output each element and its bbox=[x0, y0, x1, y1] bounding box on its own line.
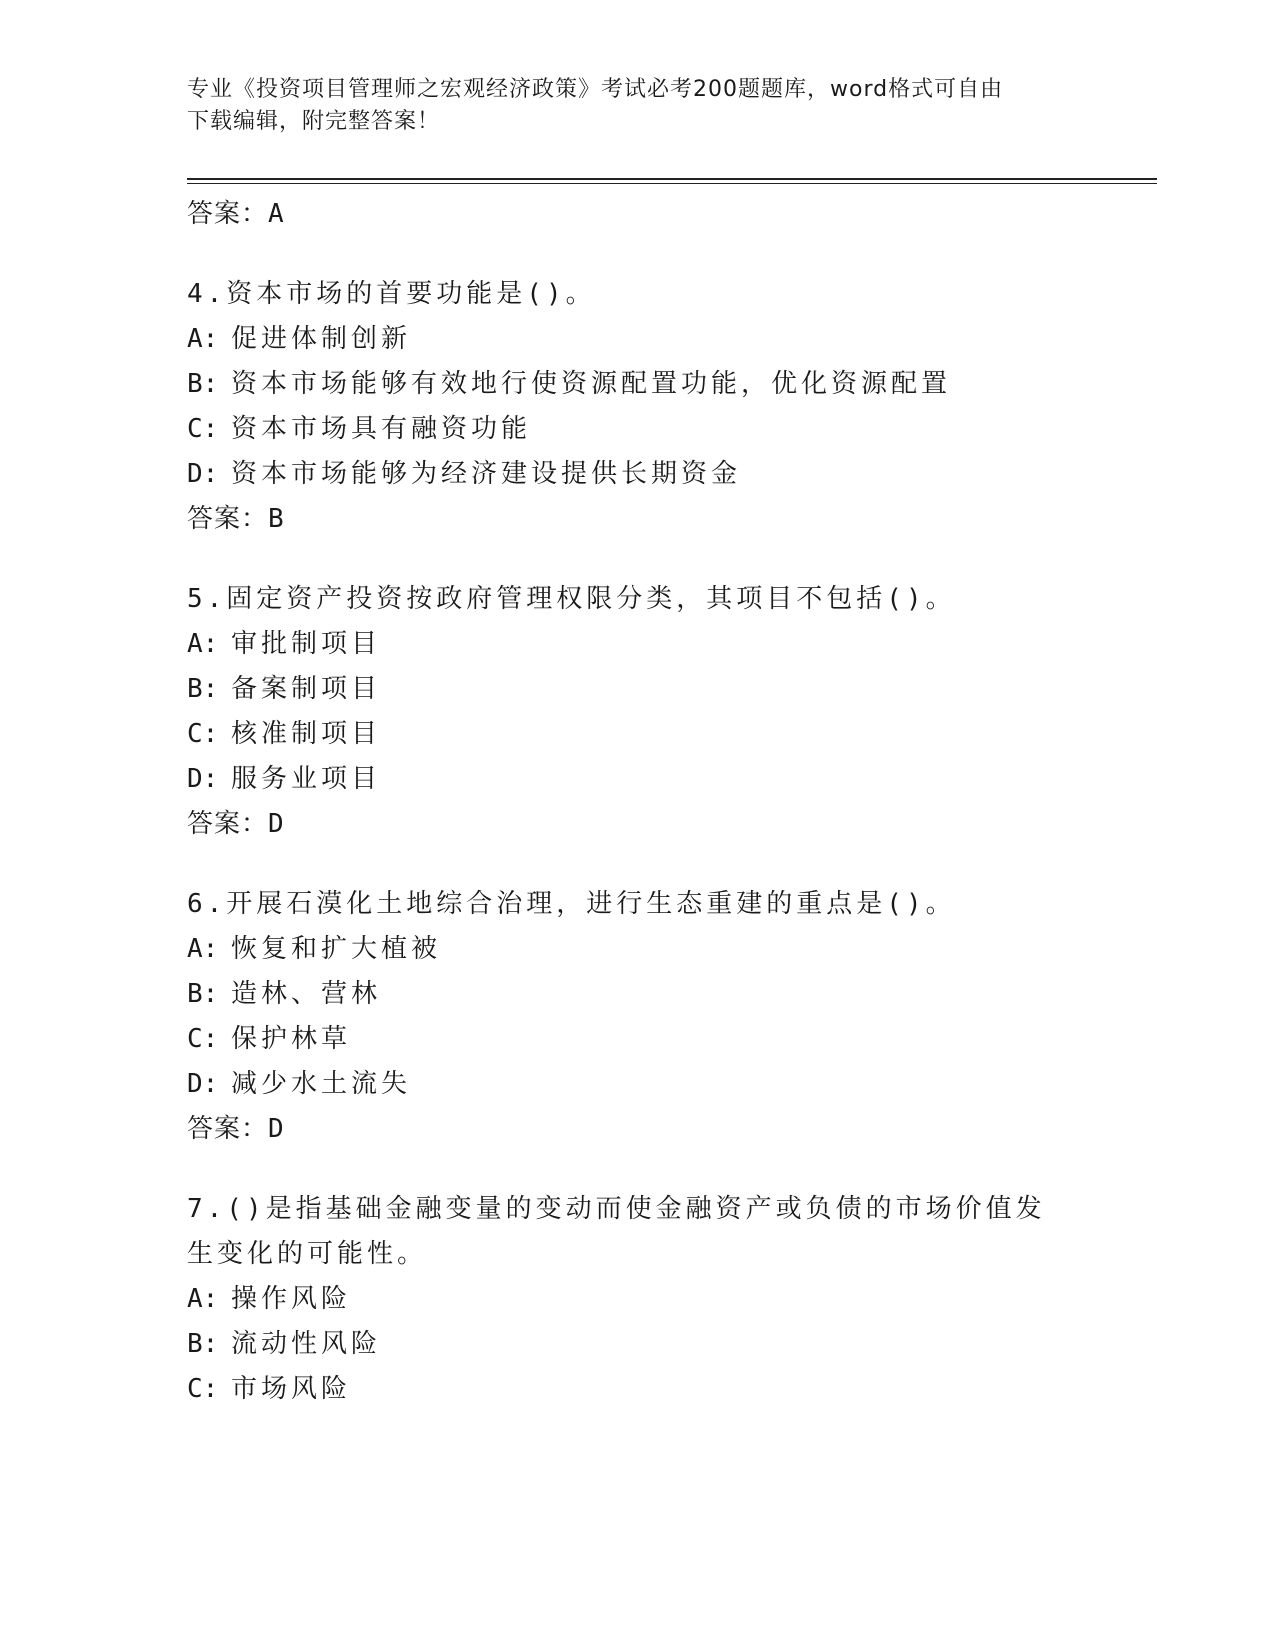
option-key: A: bbox=[187, 629, 219, 659]
option-key: C: bbox=[187, 1024, 219, 1054]
answer-label: 答案： bbox=[187, 809, 269, 839]
answer-line bbox=[187, 501, 1087, 537]
header-rule-thin bbox=[187, 183, 1157, 184]
option-d bbox=[187, 757, 1087, 802]
option-key: C: bbox=[187, 414, 219, 444]
option-b bbox=[187, 1322, 1087, 1367]
option-text: 恢复和扩大植被 bbox=[231, 934, 442, 964]
option-a bbox=[187, 927, 1087, 972]
answer-value: D bbox=[268, 809, 285, 839]
option-b bbox=[187, 362, 1087, 407]
answer-line bbox=[187, 1111, 1087, 1147]
option-key: A: bbox=[187, 324, 219, 354]
option-c bbox=[187, 1367, 1087, 1412]
option-key: D: bbox=[187, 459, 219, 489]
header-line-1: 专业《投资项目管理师之宏观经济政策》考试必考200题题库，word格式可自由 bbox=[187, 77, 1004, 102]
option-key: C: bbox=[187, 1374, 219, 1404]
option-text: 核准制项目 bbox=[231, 719, 382, 749]
option-text: 资本市场能够为经济建设提供长期资金 bbox=[231, 459, 742, 489]
header-line-2: 下载编辑，附完整答案！ bbox=[187, 109, 441, 134]
option-text: 造林、营林 bbox=[231, 979, 382, 1009]
answer-value: A bbox=[268, 199, 285, 229]
option-c bbox=[187, 1017, 1087, 1062]
option-key: C: bbox=[187, 719, 219, 749]
answer-label: 答案： bbox=[187, 199, 269, 229]
question-text: 7.()是指基础金融变量的变动而使金融资产或负债的市场价值发生变化的可能性。 bbox=[187, 1194, 1046, 1269]
option-key: A: bbox=[187, 1284, 219, 1314]
answer-line bbox=[187, 196, 1087, 232]
option-text: 操作风险 bbox=[231, 1284, 352, 1314]
option-text: 服务业项目 bbox=[231, 764, 382, 794]
answer-label: 答案： bbox=[187, 504, 269, 534]
option-c bbox=[187, 712, 1087, 757]
question-text: 5.固定资产投资按政府管理权限分类，其项目不包括()。 bbox=[187, 584, 956, 614]
answer-label: 答案： bbox=[187, 1114, 269, 1144]
option-key: B: bbox=[187, 1329, 219, 1359]
option-d bbox=[187, 452, 1087, 497]
option-text: 备案制项目 bbox=[231, 674, 382, 704]
option-text: 促进体制创新 bbox=[231, 324, 412, 354]
option-text: 市场风险 bbox=[231, 1374, 352, 1404]
option-text: 资本市场具有融资功能 bbox=[231, 414, 532, 444]
answer-value: D bbox=[268, 1114, 285, 1144]
option-a bbox=[187, 1277, 1087, 1322]
option-text: 减少水土流失 bbox=[231, 1069, 412, 1099]
option-key: D: bbox=[187, 1069, 219, 1099]
option-key: B: bbox=[187, 369, 219, 399]
document-header bbox=[187, 74, 1087, 138]
option-d bbox=[187, 1062, 1087, 1107]
option-b bbox=[187, 667, 1087, 712]
option-text: 保护林草 bbox=[231, 1024, 352, 1054]
option-text: 资本市场能够有效地行使资源配置功能，优化资源配置 bbox=[231, 369, 952, 399]
answer-line bbox=[187, 806, 1087, 842]
option-text: 审批制项目 bbox=[231, 629, 382, 659]
question-text: 4.资本市场的首要功能是()。 bbox=[187, 279, 596, 309]
header-rule-thick bbox=[187, 178, 1157, 180]
option-a bbox=[187, 622, 1087, 667]
option-c bbox=[187, 407, 1087, 452]
option-key: B: bbox=[187, 979, 219, 1009]
option-key: B: bbox=[187, 674, 219, 704]
option-text: 流动性风险 bbox=[231, 1329, 382, 1359]
answer-value: B bbox=[268, 504, 285, 534]
question-text: 6.开展石漠化土地综合治理，进行生态重建的重点是()。 bbox=[187, 889, 956, 919]
option-b bbox=[187, 972, 1087, 1017]
option-key: D: bbox=[187, 764, 219, 794]
option-key: A: bbox=[187, 934, 219, 964]
option-a bbox=[187, 317, 1087, 362]
question-list bbox=[187, 192, 1087, 1412]
